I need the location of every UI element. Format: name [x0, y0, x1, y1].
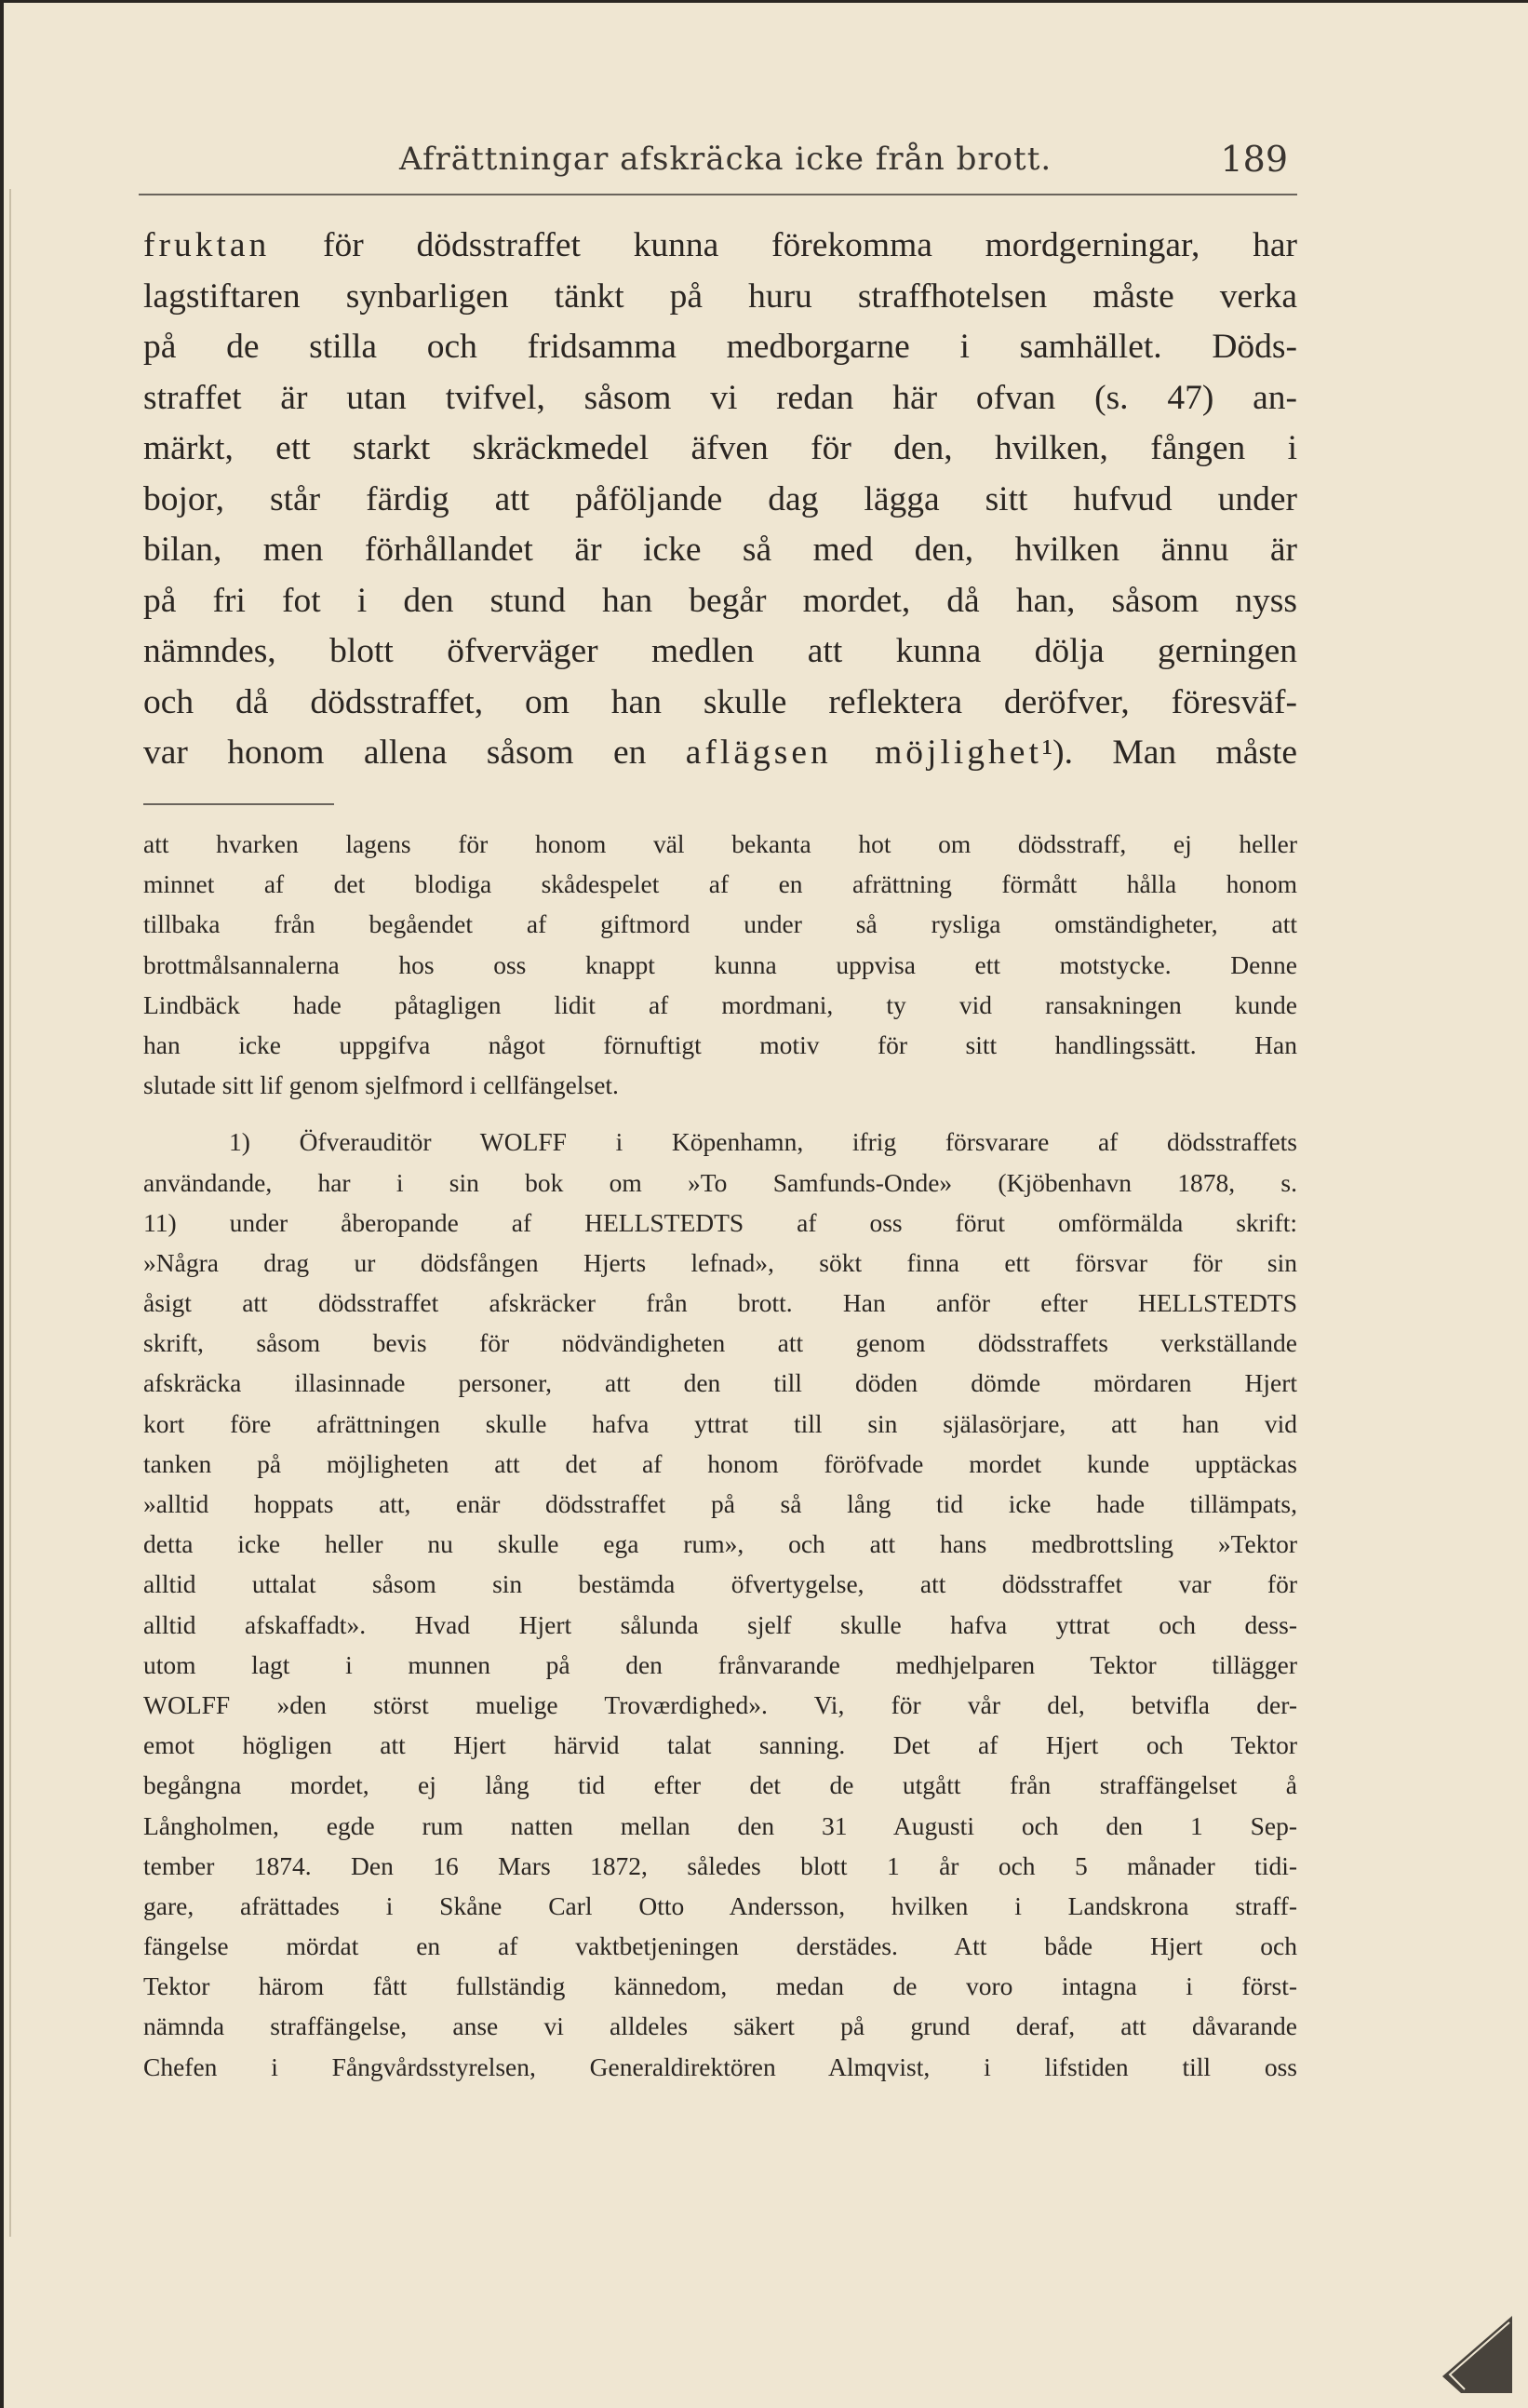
body-line-text: på de stilla och fridsamma medborgarne i samhället. Döds- [143, 328, 1297, 366]
body-line [143, 678, 1297, 729]
footnote-line: tember 1874. Den 16 Mars 1872, således blott 1 år och 5 månader tidi- [143, 1850, 1297, 1880]
footnote-line: »alltid hoppats att, enär dödsstraffet på så lång tid icke hade tillämpats, [143, 1489, 1297, 1518]
body-line [143, 576, 1297, 627]
footnote-line: begångna mordet, ej lång tid efter det de utgått från straffängelset å [143, 1770, 1297, 1800]
body-line-text: bilan, men förhållandet är icke så med den, hvilken ännu är [143, 531, 1297, 569]
running-title: Afrättningar afskräcka icke från brott. [399, 141, 1052, 178]
body-line-text: straffet är utan tvifvel, såsom vi redan här ofvan (s. 47) an- [143, 378, 1297, 417]
footnote-line: emot högligen att Hjert härvid talat sanning. Det af Hjert och Tektor [143, 1730, 1297, 1760]
body-line-emphasis: aflägsen möjlighet [685, 733, 1042, 772]
running-head [143, 131, 1297, 187]
footnote-line: kort före afrättningen skulle hafva yttrat till sin själasörjare, att han vid [143, 1408, 1297, 1438]
body-line-emphasis: fruktan [143, 226, 271, 264]
body-line [143, 475, 1297, 526]
body-line [143, 728, 1297, 779]
footnote-line: WOLFF »den störst muelige Troværdighed». Vi, för vår del, betvifla der- [143, 1689, 1297, 1719]
footnote-line: alltid afskaffadt». Hvad Hjert sålunda sjelf skulle hafva yttrat och dess- [143, 1609, 1297, 1639]
body-line-text: lagstiftaren synbarligen tänkt på huru straffhotelsen måste verka [143, 276, 1297, 316]
footnote-line: Långholmen, egde rum natten mellan den 31 Augusti och den 1 Sep- [143, 1810, 1297, 1840]
body-line [143, 322, 1297, 373]
body-line-text: var honom allena såsom en [143, 733, 686, 772]
body-line-text: nämndes, blott öfverväger medlen att kunna dölja gerningen [143, 632, 1297, 670]
footnote-line: Tektor härom fått fullständig kännedom, medan de voro intagna i först- [143, 1971, 1297, 2001]
footnote-line: tillbaka från begåendet af giftmord under så rysliga omständigheter, att [143, 909, 1297, 939]
body-line-text: bojor, står färdig att påföljande dag lägga sitt hufvud under [143, 479, 1297, 518]
footnote-separator [143, 803, 334, 805]
body-line [143, 525, 1297, 576]
main-body-text [143, 221, 1297, 779]
body-line [143, 272, 1297, 323]
footnote-line: att hvarken lagens för honom väl bekanta hot om dödsstraff, ej heller [143, 829, 1297, 858]
footnote-line: skrift, såsom bevis för nödvändigheten att genom dödsstraffets verkställande [143, 1328, 1297, 1358]
body-line-text: och då dödsstraffet, om han skulle reflektera deröfver, föresväf- [143, 682, 1297, 721]
body-line-text: märkt, ett starkt skräckmedel äfven för den, hvilken, fången i [143, 429, 1297, 467]
footnote-line: gare, afrättades i Skåne Carl Otto Andersson, hvilken i Landskrona straff- [143, 1890, 1297, 1920]
footnote-1 [143, 1122, 1297, 2087]
body-line [143, 424, 1297, 475]
footnote-line: slutade sitt lif genom sjelfmord i cellfängelset. [143, 1070, 619, 1100]
footnote-line: »Några drag ur dödsfången Hjerts lefnad», sökt finna ett försvar för sin [143, 1247, 1297, 1277]
body-line [143, 626, 1297, 678]
body-line [143, 221, 1297, 272]
body-line [143, 373, 1297, 424]
footnote-line: han icke uppgifva något förnuftigt motiv för sitt handlingssätt. Han [143, 1029, 1297, 1059]
footnote-continued [143, 824, 1297, 1105]
footnote-line: minnet af det blodiga skådespelet af en afrättning förmått hålla honom [143, 869, 1297, 899]
torn-corner-icon [1433, 2311, 1517, 2395]
footnotes [143, 824, 1297, 2087]
footnote-line: nämnda straffängelse, anse vi alldeles säkert på grund deraf, att dåvarande [143, 2011, 1297, 2041]
footnote-line: afskräcka illasinnade personer, att den till döden dömde mördaren Hjert [143, 1368, 1297, 1398]
footnote-line: Lindbäck hade påtagligen lidit af mordmani, ty vid ransakningen kunde [143, 989, 1297, 1019]
footnote-line: Chefen i Fångvårdsstyrelsen, Generaldirektören Almqvist, i lifstiden till oss [143, 2052, 1297, 2081]
body-line-text: på fri fot i den stund han begår mordet, då han, såsom nyss [143, 581, 1297, 620]
header-rule [139, 194, 1297, 195]
body-line-text: för dödsstraffet kunna förekomma mordgerningar, har [270, 226, 1297, 264]
body-line-text: ¹). Man måste [1041, 733, 1298, 772]
footnote-line: brottmålsannalerna hos oss knappt kunna uppvisa ett motstycke. Denne [143, 949, 1297, 979]
footnote-line: 11) under åberopande af HELLSTEDTS af oss förut omförmälda skrift: [143, 1207, 1297, 1237]
footnote-line: tanken på möjligheten att det af honom föröfvade mordet kunde upptäckas [143, 1448, 1297, 1478]
page-number: 189 [1220, 139, 1288, 180]
footnote-line: detta icke heller nu skulle ega rum», och att hans medbrottsling »Tektor [143, 1529, 1297, 1559]
footnote-line: alltid uttalat såsom sin bestämda öfvertygelse, att dödsstraffet var för [143, 1569, 1297, 1599]
footnote-line: åsigt att dödsstraffet afskräcker från brott. Han anför efter HELLSTEDTS [143, 1288, 1297, 1318]
footnote-line: 1) Öfverauditör WOLFF i Köpenhamn, ifrig försvarare af dödsstraffets [229, 1127, 1297, 1157]
page-edge-shadow [9, 189, 11, 2237]
footnote-line: användande, har i sin bok om »To Samfunds-Onde» (Kjöbenhavn 1878, s. [143, 1167, 1297, 1197]
footnote-line: utom lagt i munnen på den frånvarande medhjelparen Tektor tillägger [143, 1649, 1297, 1679]
footnote-gap [143, 1105, 1297, 1122]
footnote-line: fängelse mördat en af vaktbetjeningen derstädes. Att både Hjert och [143, 1931, 1297, 1961]
